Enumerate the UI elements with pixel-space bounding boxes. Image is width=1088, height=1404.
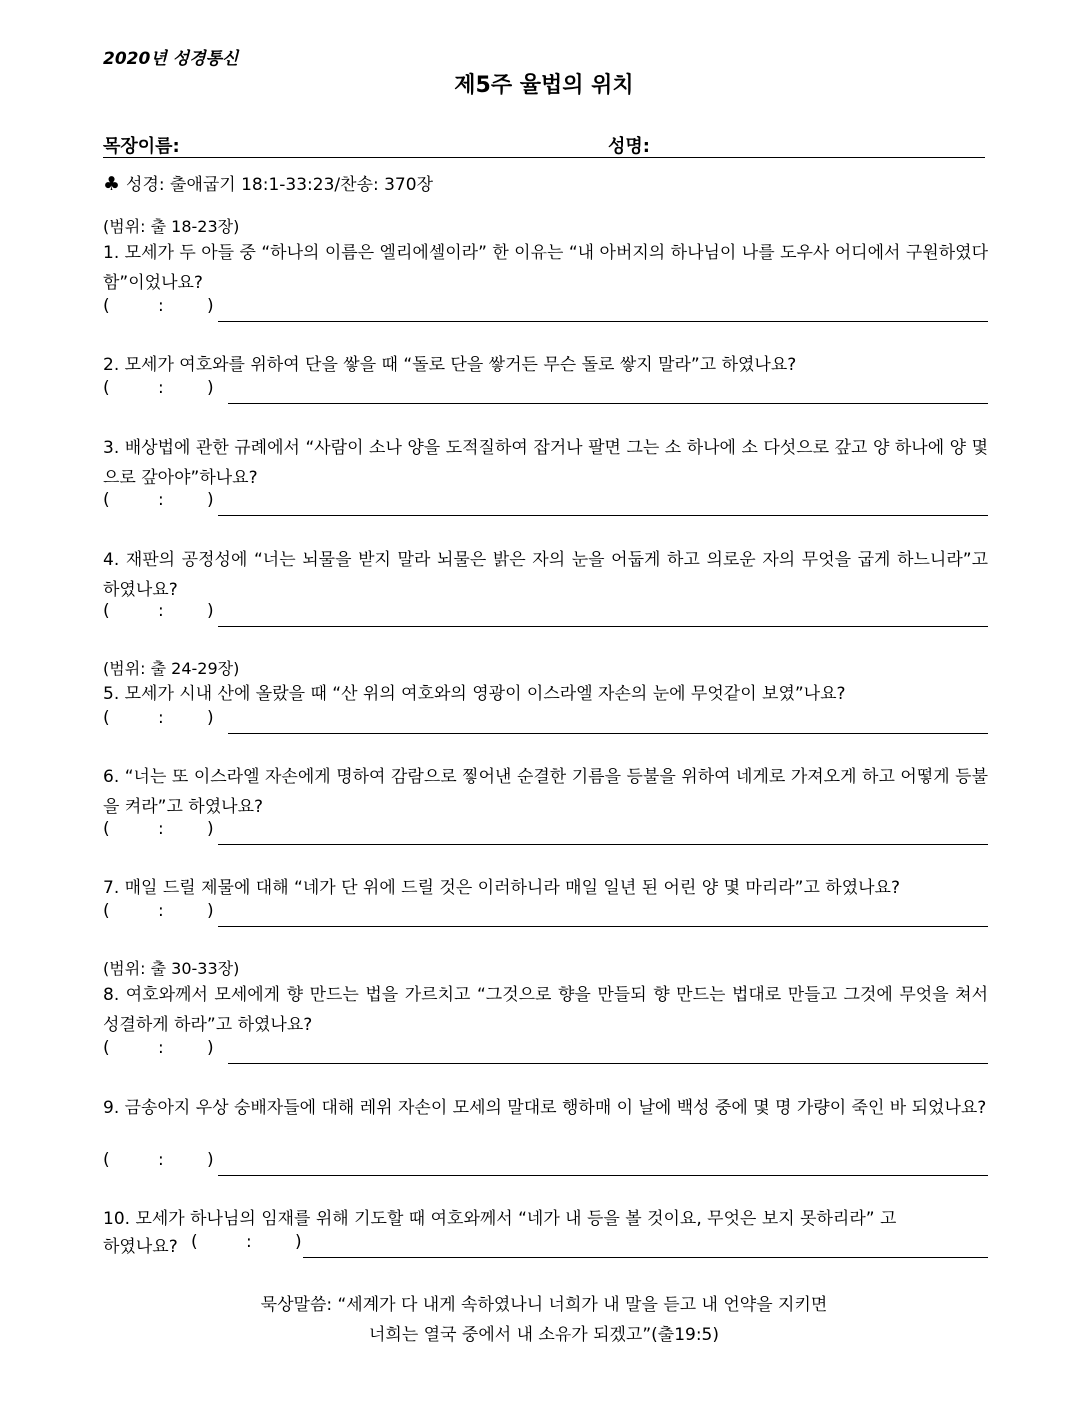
answer-row-1: ( : ) [103,296,988,324]
answer-row-7: ( : ) [103,901,988,929]
answer-field-8[interactable] [228,1063,988,1064]
question-text: 3. 배상법에 관한 규례에서 “사람이 소나 양을 도적질하여 잡거나 팔면 그는 소 하나에 소 다섯으로 갚고 양 하나에 양 몇으로 갚아야”하나요? [103,438,988,488]
name-form-row [103,132,985,158]
answer-field-4[interactable] [218,626,988,627]
scripture-line [103,170,433,195]
question-text: 10. 모세가 하나님의 임재를 위해 기도할 때 여호와께서 “네가 내 등을 볼 것이요, 무엇은 보지 못하리라” 고 [103,1209,897,1229]
question-1 [103,238,988,298]
answer-row-4: ( : ) [103,601,988,629]
question-text: 1. 모세가 두 아들 중 “하나의 이름은 엘리에셀이라” 한 이유는 “내 아버지의 하나님이 나를 도우사 어디에서 구원하였다 함”이었나요? [103,243,988,293]
year-label: 2020년 성경통신 [103,49,239,69]
answer-field-9[interactable] [218,1175,988,1176]
question-7 [103,873,988,903]
answer-field-7[interactable] [218,926,988,927]
question-4 [103,545,988,605]
answer-field-3[interactable] [218,515,988,516]
answer-field-6[interactable] [218,844,988,845]
question-10 [103,1204,988,1234]
question-3 [103,433,988,493]
answer-row-5: ( : ) [103,708,988,736]
section-range-2: (범위: 출 24-29장) [103,659,240,678]
answer-row-10: 하였나요? ( : ) [103,1232,988,1260]
question-text: 8. 여호와께서 모세에게 향 만드는 법을 가르치고 “그것으로 향을 만들되 향 만드는 법대로 만들고 그것에 무엇을 쳐서 성결하게 하라”고 하였나요? [103,985,988,1035]
question-text: 4. 재판의 공정성에 “너는 뇌물을 받지 말라 뇌물은 밝은 자의 눈을 어둡게 하고 의로운 자의 무엇을 굽게 하느니라”고 하였나요? [103,550,988,600]
question-text: 6. “너는 또 이스라엘 자손에게 명하여 감람으로 찧어낸 순결한 기름을 등불을 위하여 네게로 가져오게 하고 어떻게 등불을 켜라”고 하였나요? [103,767,988,817]
answer-field-2[interactable] [228,403,988,404]
name-field[interactable] [608,157,985,158]
answer-field-5[interactable] [228,733,988,734]
answer-row-2: ( : ) [103,378,988,406]
answer-row-6: ( : ) [103,819,988,847]
group-label: 목장이름: [103,136,180,157]
scripture-text: 성경: 출애굽기 18:1-33:23/찬송: 370장 [126,175,433,195]
answer-row-3: ( : ) [103,490,988,518]
section-range-3: (범위: 출 30-33장) [103,959,240,978]
question-text: 7. 매일 드릴 제물에 대해 “네가 단 위에 드릴 것은 이러하니라 매일 일년 된 어린 양 몇 마리라”고 하였나요? [103,878,901,898]
answer-row-8: ( : ) [103,1038,988,1066]
question-text: 5. 모세가 시내 산에 올랐을 때 “산 위의 여호와의 영광이 이스라엘 자손의 눈에 무엇같이 보였”나요? [103,684,846,704]
question-6 [103,762,988,822]
answer-row-9: ( : ) [103,1150,988,1178]
name-label: 성명: [608,136,650,157]
meditation-line-1: 묵상말씀: “세계가 다 내게 속하였나니 너희가 내 말을 듣고 내 언약을 지키면 [260,1295,828,1315]
question-5 [103,679,988,709]
page-title: 제5주 율법의 위치 [454,73,634,98]
club-icon: ♣ [103,173,121,195]
question-10-tail: 하였나요? [103,1237,178,1257]
answer-field-10[interactable] [303,1257,988,1258]
group-field[interactable] [103,157,608,158]
question-2 [103,350,988,380]
answer-field-1[interactable] [218,321,988,322]
question-9 [103,1093,988,1123]
question-text: 9. 금송아지 우상 숭배자들에 대해 레위 자손이 모세의 말대로 행하매 이 날에 백성 중에 몇 명 가량이 죽인 바 되었나요? [103,1098,987,1118]
section-range-1: (범위: 출 18-23장) [103,217,240,236]
question-8 [103,980,988,1040]
question-text: 2. 모세가 여호와를 위하여 단을 쌓을 때 “돌로 단을 쌓거든 무슨 돌로 쌓지 말라”고 하였나요? [103,355,797,375]
meditation-line-2: 너희는 열국 중에서 내 소유가 되겠고”(출19:5) [368,1325,720,1345]
